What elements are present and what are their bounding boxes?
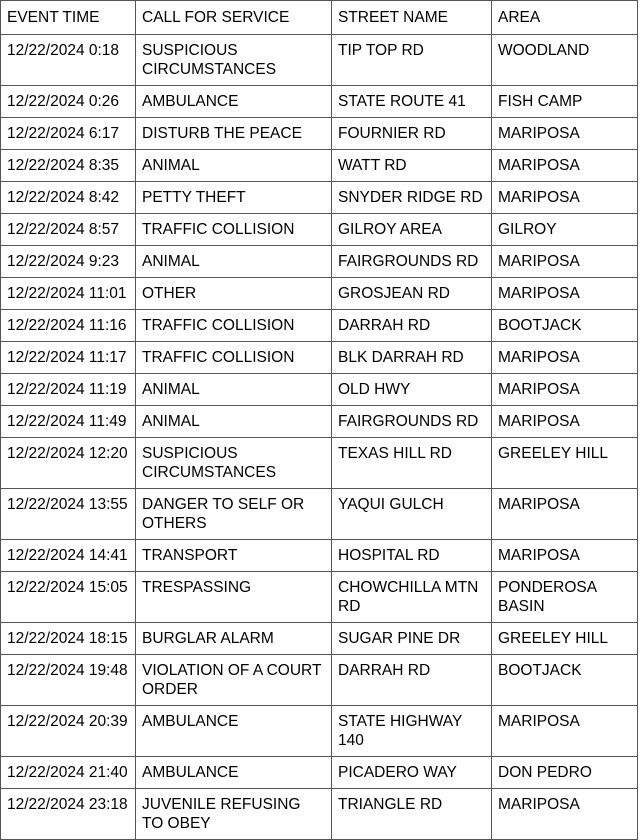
street-name-cell: TRIANGLE RD [332, 789, 492, 840]
call-for-service-cell: BURGLAR ALARM [136, 623, 332, 655]
call-for-service-cell: ANIMAL [136, 150, 332, 182]
area-cell: FISH CAMP [492, 86, 638, 118]
event-time-cell: 12/22/2024 0:18 [1, 35, 136, 86]
call-for-service-cell: ANIMAL [136, 374, 332, 406]
area-cell: GILROY [492, 214, 638, 246]
table-row [1, 278, 638, 310]
call-for-service-cell: PETTY THEFT [136, 182, 332, 214]
area-cell: PONDEROSA BASIN [492, 572, 638, 623]
event-time-cell: 12/22/2024 0:26 [1, 86, 136, 118]
area-cell: MARIPOSA [492, 182, 638, 214]
table-row [1, 86, 638, 118]
area-cell: WOODLAND [492, 35, 638, 86]
table-row [1, 789, 638, 840]
event-time-cell: 12/22/2024 23:18 [1, 789, 136, 840]
call-for-service-cell: AMBULANCE [136, 757, 332, 789]
area-cell: MARIPOSA [492, 150, 638, 182]
call-for-service-cell: OTHER [136, 278, 332, 310]
table-row [1, 118, 638, 150]
area-cell: GREELEY HILL [492, 623, 638, 655]
street-name-cell: DARRAH RD [332, 310, 492, 342]
event-time-cell: 12/22/2024 14:41 [1, 540, 136, 572]
event-time-cell: 12/22/2024 21:40 [1, 757, 136, 789]
call-for-service-cell: ANIMAL [136, 246, 332, 278]
table-row [1, 35, 638, 86]
table-row [1, 246, 638, 278]
street-name-cell: STATE HIGHWAY 140 [332, 706, 492, 757]
event-time-cell: 12/22/2024 19:48 [1, 655, 136, 706]
event-time-cell: 12/22/2024 15:05 [1, 572, 136, 623]
event-time-cell: 12/22/2024 13:55 [1, 489, 136, 540]
call-for-service-cell: DANGER TO SELF OR OTHERS [136, 489, 332, 540]
call-for-service-cell: TRANSPORT [136, 540, 332, 572]
table-row [1, 342, 638, 374]
area-cell: MARIPOSA [492, 118, 638, 150]
table-body [1, 35, 638, 840]
event-time-cell: 12/22/2024 18:15 [1, 623, 136, 655]
street-name-cell: SUGAR PINE DR [332, 623, 492, 655]
area-cell: DON PEDRO [492, 757, 638, 789]
call-for-service-cell: TRESPASSING [136, 572, 332, 623]
call-for-service-cell: TRAFFIC COLLISION [136, 310, 332, 342]
event-time-cell: 12/22/2024 8:57 [1, 214, 136, 246]
call-for-service-cell: AMBULANCE [136, 86, 332, 118]
call-for-service-cell: TRAFFIC COLLISION [136, 342, 332, 374]
area-cell: MARIPOSA [492, 278, 638, 310]
street-name-cell: OLD HWY [332, 374, 492, 406]
table-row [1, 623, 638, 655]
event-time-cell: 12/22/2024 6:17 [1, 118, 136, 150]
street-name-cell: FAIRGROUNDS RD [332, 406, 492, 438]
call-for-service-cell: SUSPICIOUS CIRCUMSTANCES [136, 438, 332, 489]
event-time-cell: 12/22/2024 9:23 [1, 246, 136, 278]
street-name-cell: STATE ROUTE 41 [332, 86, 492, 118]
street-name-cell: GILROY AREA [332, 214, 492, 246]
street-name-cell: CHOWCHILLA MTN RD [332, 572, 492, 623]
table-row [1, 489, 638, 540]
area-cell: MARIPOSA [492, 342, 638, 374]
street-name-cell: WATT RD [332, 150, 492, 182]
table-row [1, 406, 638, 438]
event-time-cell: 12/22/2024 20:39 [1, 706, 136, 757]
street-name-cell: HOSPITAL RD [332, 540, 492, 572]
table-row [1, 706, 638, 757]
street-name-cell: BLK DARRAH RD [332, 342, 492, 374]
street-name-cell: YAQUI GULCH [332, 489, 492, 540]
table-row [1, 214, 638, 246]
street-name-cell: FOURNIER RD [332, 118, 492, 150]
street-name-cell: SNYDER RIDGE RD [332, 182, 492, 214]
call-for-service-cell: TRAFFIC COLLISION [136, 214, 332, 246]
area-cell: BOOTJACK [492, 310, 638, 342]
table-row [1, 572, 638, 623]
table-row [1, 150, 638, 182]
call-for-service-cell: AMBULANCE [136, 706, 332, 757]
street-name-cell: PICADERO WAY [332, 757, 492, 789]
street-name-cell: TEXAS HILL RD [332, 438, 492, 489]
area-cell: MARIPOSA [492, 706, 638, 757]
call-for-service-cell: ANIMAL [136, 406, 332, 438]
call-for-service-cell: SUSPICIOUS CIRCUMSTANCES [136, 35, 332, 86]
table-header [1, 1, 638, 35]
header-call-for-service: CALL FOR SERVICE [136, 1, 332, 35]
call-for-service-cell: DISTURB THE PEACE [136, 118, 332, 150]
table-row [1, 438, 638, 489]
street-name-cell: TIP TOP RD [332, 35, 492, 86]
area-cell: MARIPOSA [492, 489, 638, 540]
area-cell: MARIPOSA [492, 540, 638, 572]
table-row [1, 310, 638, 342]
event-time-cell: 12/22/2024 8:35 [1, 150, 136, 182]
street-name-cell: FAIRGROUNDS RD [332, 246, 492, 278]
header-event-time: EVENT TIME [1, 1, 136, 35]
event-time-cell: 12/22/2024 11:17 [1, 342, 136, 374]
table-row [1, 757, 638, 789]
call-for-service-cell: VIOLATION OF A COURT ORDER [136, 655, 332, 706]
header-row [1, 1, 638, 35]
area-cell: MARIPOSA [492, 374, 638, 406]
area-cell: MARIPOSA [492, 246, 638, 278]
street-name-cell: GROSJEAN RD [332, 278, 492, 310]
table-row [1, 374, 638, 406]
street-name-cell: DARRAH RD [332, 655, 492, 706]
table-row [1, 655, 638, 706]
event-time-cell: 12/22/2024 11:19 [1, 374, 136, 406]
area-cell: BOOTJACK [492, 655, 638, 706]
area-cell: GREELEY HILL [492, 438, 638, 489]
area-cell: MARIPOSA [492, 406, 638, 438]
header-area: AREA [492, 1, 638, 35]
header-street-name: STREET NAME [332, 1, 492, 35]
table-row [1, 182, 638, 214]
call-for-service-cell: JUVENILE REFUSING TO OBEY [136, 789, 332, 840]
event-time-cell: 12/22/2024 11:49 [1, 406, 136, 438]
event-time-cell: 12/22/2024 11:16 [1, 310, 136, 342]
event-time-cell: 12/22/2024 8:42 [1, 182, 136, 214]
event-time-cell: 12/22/2024 11:01 [1, 278, 136, 310]
table-row [1, 540, 638, 572]
event-time-cell: 12/22/2024 12:20 [1, 438, 136, 489]
area-cell: MARIPOSA [492, 789, 638, 840]
